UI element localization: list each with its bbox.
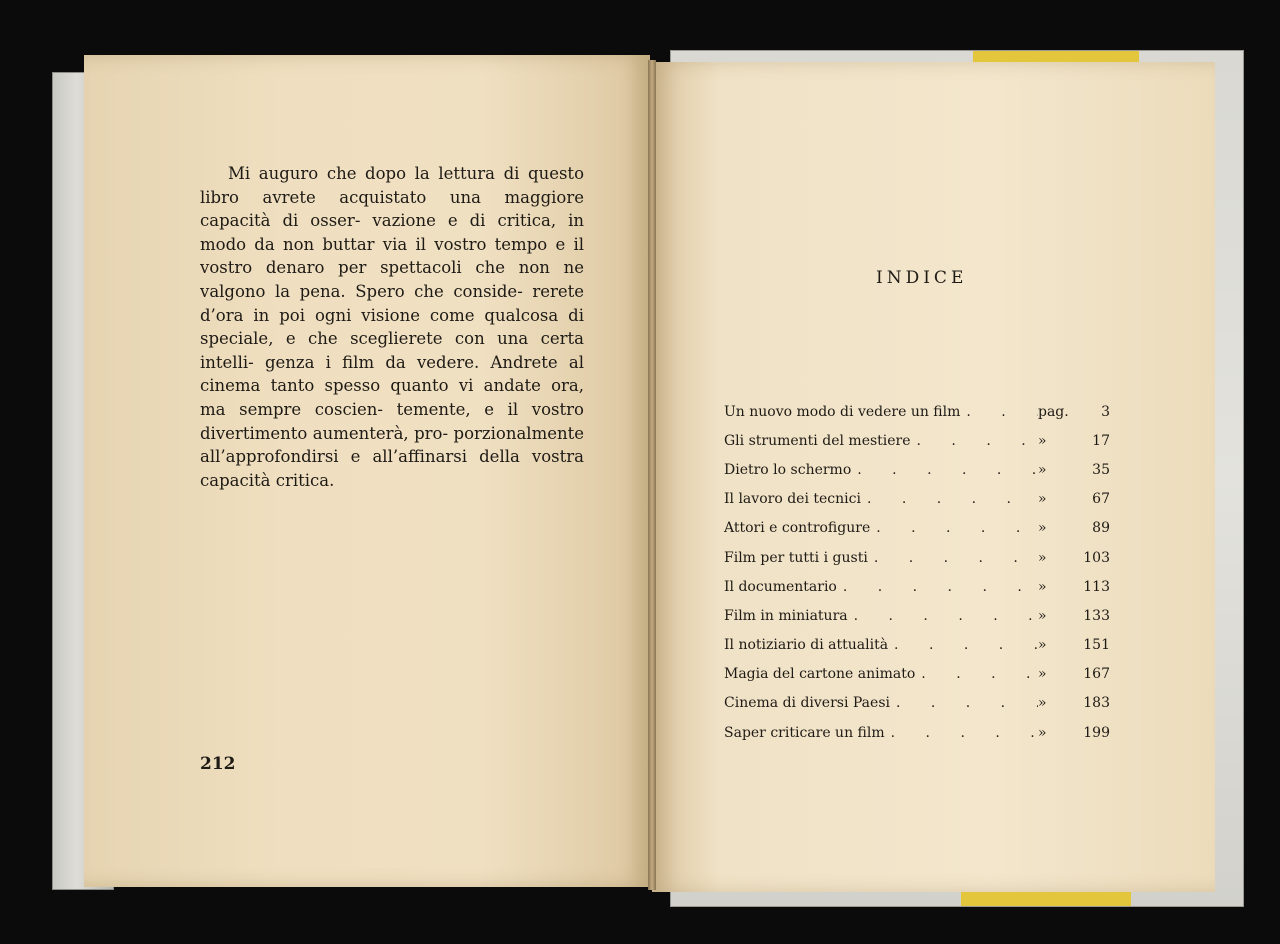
toc-leader-dots xyxy=(960,404,1038,420)
book-gutter xyxy=(648,60,656,890)
toc-entry-title: Il notiziario di attualità xyxy=(724,637,889,654)
paragraph-line: speciale, e che sceglierete con una certa intelli- xyxy=(200,329,584,372)
toc-entry-marker: » xyxy=(1038,491,1047,508)
toc-entry-title: Magia del cartone animato xyxy=(724,666,916,683)
toc-entry-marker: » xyxy=(1038,607,1047,624)
toc-entry xyxy=(724,426,1110,455)
toc-entry-page: 151 xyxy=(1083,637,1110,654)
toc-leader-dots xyxy=(915,666,1038,682)
toc-entry-marker: » xyxy=(1038,520,1047,537)
page-number: 212 xyxy=(200,754,236,774)
toc-leader-dots xyxy=(870,520,1038,536)
paragraph-line: genza i film da vedere. Andrete al cinema tanto xyxy=(200,352,584,396)
paragraph-line: rerete d’ora in poi ogni visione come qualcosa di xyxy=(200,281,585,325)
toc-entry-page: 133 xyxy=(1083,607,1110,624)
toc-entry-marker: » xyxy=(1038,637,1047,654)
toc-entry-page: 199 xyxy=(1083,724,1110,741)
toc-entry-title: Il documentario xyxy=(724,578,837,595)
toc-entry-page: 89 xyxy=(1092,520,1110,537)
paragraph-line: porzionalmente all’approfondirsi e all’affinarsi della xyxy=(200,423,585,467)
toc-entry xyxy=(724,572,1110,601)
paragraph-line: il vostro tempo e il vostro denaro per spettacoli xyxy=(200,234,584,278)
toc-entry-marker: » xyxy=(1038,549,1047,566)
toc-entry-title: Film in miniatura xyxy=(724,607,848,624)
toc-entry xyxy=(724,397,1110,426)
toc-entry-title: Un nuovo modo di vedere un film xyxy=(724,403,961,420)
toc-leader-dots xyxy=(868,550,1038,566)
toc-entry-title: Attori e controfigure xyxy=(724,520,871,537)
closing-paragraph xyxy=(200,162,584,492)
toc-entry-page: 3 xyxy=(1101,403,1110,420)
toc-entry-marker: » xyxy=(1038,724,1047,741)
toc-entry-marker: » xyxy=(1038,578,1047,595)
toc-entry-page: 103 xyxy=(1083,549,1110,566)
toc-entry xyxy=(724,689,1110,718)
table-of-contents xyxy=(724,397,1110,747)
paragraph-line: vazione e di critica, in modo da non buttar via xyxy=(200,211,585,254)
toc-entry-page: 183 xyxy=(1083,695,1110,712)
toc-entry xyxy=(724,455,1110,484)
paragraph-line: temente, e il vostro divertimento aumenterà, pro- xyxy=(200,399,584,443)
toc-entry xyxy=(724,660,1110,689)
toc-entry-title: Film per tutti i gusti xyxy=(724,549,868,566)
index-heading: INDICE xyxy=(876,268,968,288)
toc-leader-dots xyxy=(848,608,1038,624)
toc-leader-dots xyxy=(837,579,1038,595)
toc-entry-title: Il lavoro dei tecnici xyxy=(724,491,861,508)
toc-leader-dots xyxy=(861,491,1038,507)
toc-entry xyxy=(724,631,1110,660)
toc-entry-title: Saper criticare un film xyxy=(724,724,885,741)
cover-yellow-band-bottom xyxy=(961,890,1131,906)
paragraph-line: Mi auguro che dopo la lettura di questo libro xyxy=(200,164,584,207)
toc-entry-marker: » xyxy=(1038,432,1047,449)
toc-entry-title: Dietro lo schermo xyxy=(724,461,852,478)
paragraph-line: spesso quanto vi andate ora, ma sempre coscien- xyxy=(200,376,585,419)
toc-entry-page: 167 xyxy=(1083,666,1110,683)
toc-leader-dots xyxy=(890,695,1038,711)
toc-leader-dots xyxy=(885,725,1038,741)
toc-leader-dots xyxy=(911,433,1038,449)
paragraph-line: vostra capacità critica. xyxy=(200,447,584,490)
toc-entry xyxy=(724,718,1110,747)
paragraph-line: che non ne valgono la pena. Spero che conside- xyxy=(200,258,585,301)
toc-entry-page: 67 xyxy=(1092,491,1110,508)
toc-entry xyxy=(724,485,1110,514)
toc-entry xyxy=(724,514,1110,543)
toc-entry xyxy=(724,543,1110,572)
toc-entry-page: 113 xyxy=(1083,578,1110,595)
toc-entry-title: Gli strumenti del mestiere xyxy=(724,432,911,449)
toc-entry-page: 17 xyxy=(1092,432,1110,449)
toc-entry-page: 35 xyxy=(1092,461,1110,478)
toc-entry xyxy=(724,601,1110,630)
toc-entry-marker: » xyxy=(1038,695,1047,712)
toc-entry-marker: » xyxy=(1038,666,1047,683)
paragraph-line: avrete acquistato una maggiore capacità di osser- xyxy=(200,187,584,231)
toc-entry-marker: » xyxy=(1038,461,1047,478)
toc-leader-dots xyxy=(888,637,1038,653)
toc-leader-dots xyxy=(851,462,1038,478)
toc-entry-marker: pag. xyxy=(1038,403,1069,420)
toc-entry-title: Cinema di diversi Paesi xyxy=(724,695,890,712)
